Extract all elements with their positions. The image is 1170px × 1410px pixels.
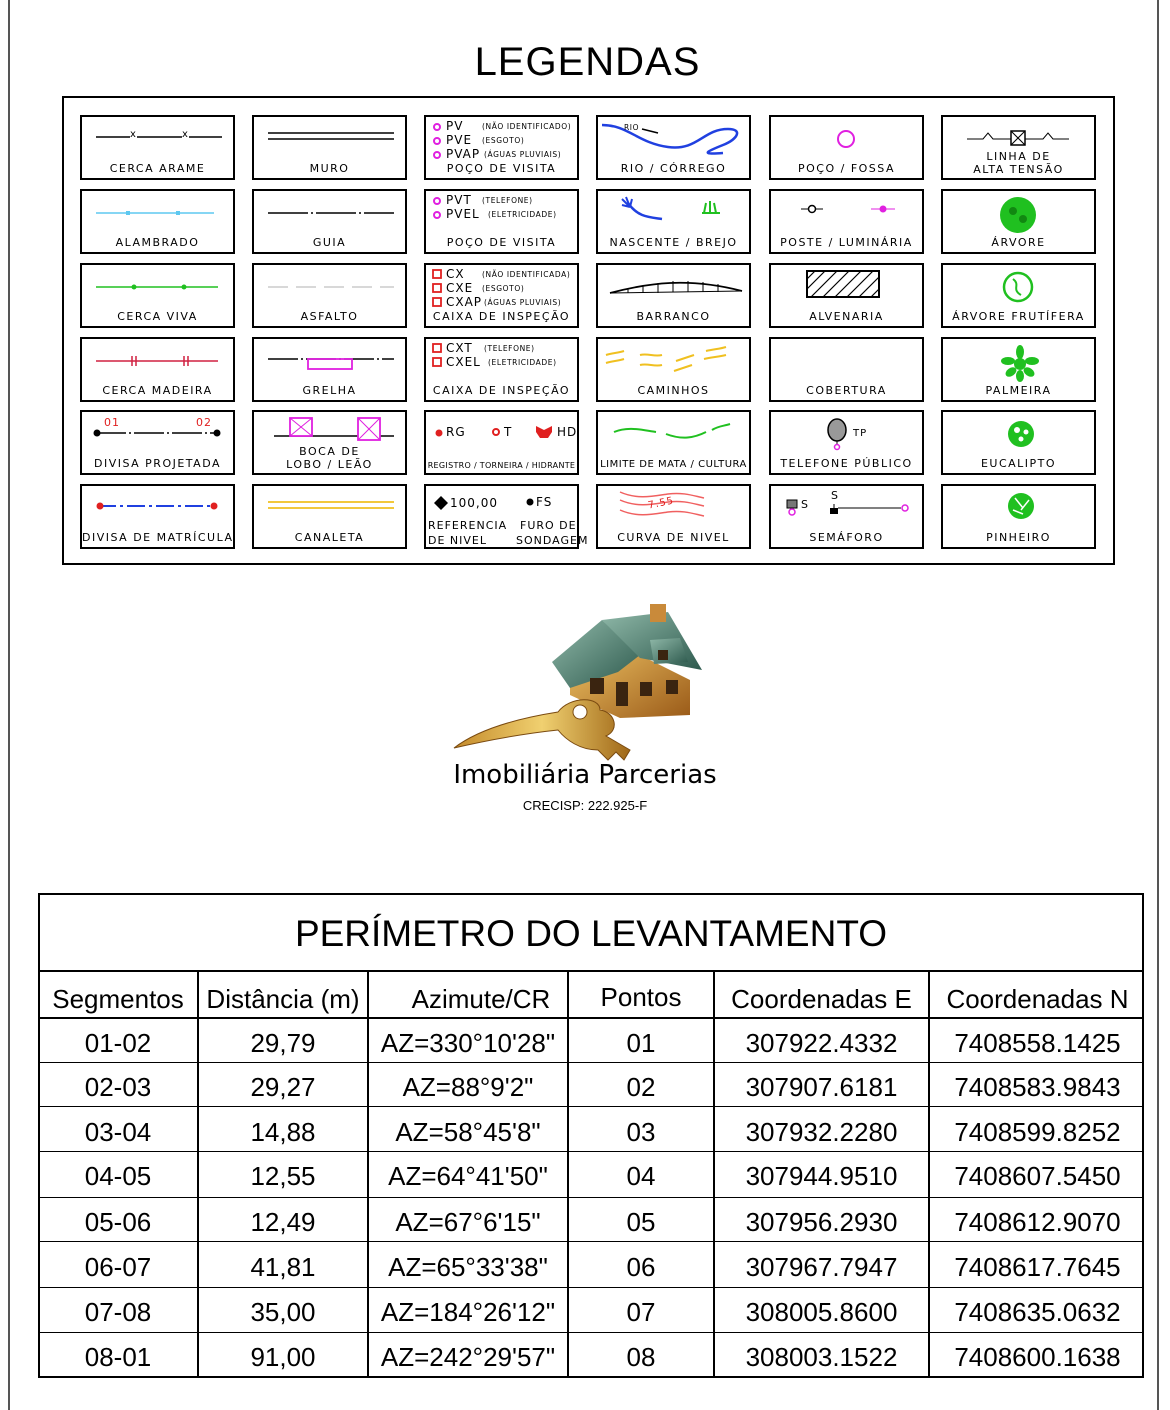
segment-cell: 01-02 [84, 1028, 152, 1058]
legend-label: CERCA MADEIRA [102, 384, 213, 397]
segment-cell: 02-03 [84, 1072, 152, 1102]
coord-n-cell: 7408599.8252 [954, 1117, 1121, 1147]
legend-label: MURO [309, 162, 350, 175]
azimuth-cell: AZ=330°10'28" [380, 1028, 556, 1058]
legend-cerca-madeira [80, 337, 235, 402]
table-column-divider [713, 971, 715, 1376]
legend-label: PINHEIRO [986, 531, 1051, 544]
legend-label [943, 150, 1094, 176]
legend-label: DIVISA PROJETADA [93, 457, 221, 470]
legend-label: LIMITE DE MATA / CULTURA [600, 459, 747, 470]
legend-poste [769, 189, 924, 254]
legend-title: LEGENDAS [474, 40, 701, 84]
legend-divisa-matricula [80, 484, 235, 549]
symbol-note: (ELETRICIDADE) [488, 210, 557, 219]
legend-label: ASFALTO [300, 310, 359, 323]
symbol-code: PVAP [446, 147, 481, 161]
legend-caixa-inspecao [424, 263, 579, 328]
level-value: 100,00 [450, 496, 498, 510]
legend-label: COBERTURA [806, 384, 887, 397]
legend-label: FURO DE [520, 519, 577, 532]
column-header: Segmentos [52, 984, 184, 1014]
coord-e-cell: 307932.2280 [745, 1117, 898, 1147]
legend-label: POÇO DE VISITA [446, 162, 557, 175]
legend-poco-visita [424, 115, 579, 180]
distance-cell: 12,49 [250, 1207, 316, 1237]
segment-cell: 08-01 [84, 1342, 152, 1372]
point-cell: 01 [626, 1028, 656, 1058]
segment-cell: 04-05 [84, 1161, 152, 1191]
wire-mark: x [130, 129, 137, 140]
point-cell: 08 [626, 1342, 656, 1372]
point-mark: 01 [104, 416, 120, 429]
coord-e-cell: 307944.9510 [745, 1161, 898, 1191]
symbol-code: S [801, 498, 809, 511]
azimuth-cell: AZ=58°45'8" [395, 1117, 541, 1147]
legend-poco-visita-2 [424, 189, 579, 254]
legend-arvore-frutifera [941, 263, 1096, 328]
azimuth-cell: AZ=67°6'15" [395, 1207, 541, 1237]
distance-cell: 14,88 [250, 1117, 316, 1147]
legend-label: CAIXA DE INSPEÇÃO [432, 310, 571, 323]
legend-label: TELEFONE PÚBLICO [780, 457, 913, 470]
symbol-note: (ELETRICIDADE) [488, 358, 557, 367]
legend-label: DE NIVEL [428, 534, 487, 547]
symbol-note: (TELEFONE) [482, 196, 533, 205]
symbol-note: (NÃO IDENTIFICADA) [482, 270, 571, 279]
legend-label: CAIXA DE INSPEÇÃO [432, 384, 571, 397]
symbol-note: (ESGOTO) [482, 284, 525, 293]
symbol-code: CXEL [446, 355, 481, 369]
coord-n-cell: 7408600.1638 [954, 1342, 1121, 1372]
legend-label: CANALETA [294, 531, 365, 544]
table-divider [40, 1151, 1142, 1152]
legend-label: EUCALIPTO [980, 457, 1057, 470]
legend-asfalto [252, 263, 407, 328]
symbol-note: (ÁGUAS PLUVIAIS) [484, 150, 562, 159]
legend-label: CURVA DE NIVEL [617, 531, 730, 544]
distance-cell: 41,81 [250, 1252, 316, 1282]
point-cell: 02 [626, 1072, 656, 1102]
segment-cell: 07-08 [84, 1297, 152, 1327]
legend-label: BARRANCO [636, 310, 711, 323]
table-divider [40, 970, 1142, 972]
symbol-code: FS [536, 495, 553, 509]
label-line: BOCA DE [299, 445, 360, 458]
legend-referencia-nivel [424, 484, 589, 549]
table-divider [40, 1287, 1142, 1288]
table-divider [40, 1332, 1142, 1333]
legend-arvore [941, 189, 1096, 254]
page-border-left [8, 0, 10, 1410]
legend-pinheiro [941, 484, 1096, 549]
label-line: LOBO / LEÃO [286, 458, 373, 471]
legend-boca-lobo [252, 410, 407, 475]
legend-label: GRELHA [302, 384, 357, 397]
coord-e-cell: 308005.8600 [745, 1297, 898, 1327]
azimuth-cell: AZ=88°9'2" [402, 1072, 534, 1102]
legend-label: ÁRVORE FRUTÍFERA [952, 310, 1085, 323]
company-name: Imobiliária Parcerias [453, 760, 717, 790]
river-mark: RIO [624, 123, 640, 132]
table-title: PERÍMETRO DO LEVANTAMENTO [294, 913, 888, 954]
legend-poco-fossa [769, 115, 924, 180]
legend-caixa-inspecao-2 [424, 337, 579, 402]
symbol-note: (ÁGUAS PLUVIAIS) [484, 298, 562, 307]
coord-n-cell: 7408558.1425 [954, 1028, 1121, 1058]
point-cell: 03 [626, 1117, 656, 1147]
legend-cerca-viva [80, 263, 235, 328]
coord-e-cell: 307907.6181 [745, 1072, 898, 1102]
symbol-code: S [831, 489, 839, 502]
legend-label: SONDAGEM [516, 534, 589, 547]
azimuth-cell: AZ=184°26'12" [380, 1297, 556, 1327]
coord-e-cell: 307967.7947 [745, 1252, 898, 1282]
symbol-note: (ESGOTO) [482, 136, 525, 145]
legend-divisa-projetada [80, 410, 235, 475]
legend-muro [252, 115, 407, 180]
legend-label: REFERENCIA [428, 519, 508, 532]
table-column-divider [367, 971, 369, 1376]
legend-label: ALAMBRADO [115, 236, 200, 249]
symbol-code: PVE [446, 133, 473, 147]
legend-label: RIO / CÓRREGO [620, 162, 727, 175]
legend-label: CAMINHOS [637, 384, 710, 397]
label-line: LINHA DE [986, 150, 1051, 163]
legend-label: SEMÁFORO [809, 531, 884, 544]
legend-label: PALMEIRA [985, 384, 1052, 397]
symbol-code: PV [446, 119, 464, 133]
legend-curva-nivel [596, 484, 751, 549]
column-header: Azimute/CR [411, 984, 551, 1014]
point-cell: 06 [626, 1252, 656, 1282]
legend-semaforo [769, 484, 924, 549]
symbol-code: RG [446, 425, 466, 439]
legend-label: REGISTRO / TORNEIRA / HIDRANTE [427, 461, 576, 470]
contour-value: 7.55 [647, 495, 676, 512]
table-divider [40, 1017, 1142, 1019]
symbol-note: (TELEFONE) [484, 344, 535, 353]
legend-cobertura [769, 337, 924, 402]
legend-label: POÇO DE VISITA [446, 236, 557, 249]
segment-cell: 03-04 [84, 1117, 152, 1147]
coord-e-cell: 308003.1522 [745, 1342, 898, 1372]
coord-n-cell: 7408583.9843 [954, 1072, 1121, 1102]
symbol-code: CXE [446, 281, 474, 295]
symbol-code: TP [853, 428, 868, 439]
column-header: Coordenadas N [946, 984, 1129, 1014]
page-border-right [1157, 0, 1159, 1410]
segment-cell: 06-07 [84, 1252, 152, 1282]
legend-telefone-publico [769, 410, 924, 475]
legend-registro [424, 410, 579, 475]
coord-e-cell: 307956.2930 [745, 1207, 898, 1237]
legend-alta-tensao [941, 115, 1096, 180]
legend-label: GUIA [312, 236, 347, 249]
legend-label: CERCA ARAME [109, 162, 206, 175]
legend-label: POSTE / LUMINÁRIA [780, 236, 913, 249]
company-logo-image [440, 600, 720, 770]
legend-cerca-arame [80, 115, 235, 180]
point-cell: 04 [626, 1161, 656, 1191]
azimuth-cell: AZ=65°33'38" [388, 1252, 548, 1282]
legend-grelha [252, 337, 407, 402]
coord-e-cell: 307922.4332 [745, 1028, 898, 1058]
table-column-divider [928, 971, 930, 1376]
symbol-code: CXT [446, 341, 473, 355]
distance-cell: 29,27 [250, 1072, 316, 1102]
legend-palmeira [941, 337, 1096, 402]
legend-label [254, 445, 405, 471]
legend-eucalipto [941, 410, 1096, 475]
legend-limite-mata [596, 410, 751, 475]
legend-guia [252, 189, 407, 254]
symbol-code: CXAP [446, 295, 483, 309]
symbol-code: PVT [446, 193, 472, 207]
column-header: Pontos [600, 982, 682, 1012]
coord-n-cell: 7408617.7645 [954, 1252, 1121, 1282]
column-header: Coordenadas E [731, 984, 912, 1014]
legend-nascente [596, 189, 751, 254]
wire-mark: x [182, 129, 189, 140]
company-creci: CRECISP: 222.925-F [522, 798, 648, 813]
azimuth-cell: AZ=242°29'57" [380, 1342, 556, 1372]
symbol-note: (NÃO IDENTIFICADO) [482, 122, 572, 131]
symbol-code: T [504, 425, 513, 439]
table-divider [40, 1197, 1142, 1198]
table-divider [40, 1062, 1142, 1063]
legend-caminhos [596, 337, 751, 402]
legend-rio [596, 115, 751, 180]
distance-cell: 35,00 [250, 1297, 316, 1327]
distance-cell: 29,79 [250, 1028, 316, 1058]
table-divider [40, 1106, 1142, 1107]
symbol-code: HD [557, 425, 578, 439]
legend-alvenaria [769, 263, 924, 328]
legend-label: ALVENARIA [809, 310, 884, 323]
point-mark: 02 [196, 416, 212, 429]
distance-cell: 91,00 [250, 1342, 316, 1372]
perimeter-table [38, 893, 1144, 1378]
legend-canaleta [252, 484, 407, 549]
symbol-code: PVEL [446, 207, 480, 221]
coord-n-cell: 7408612.9070 [954, 1207, 1121, 1237]
label-line: ALTA TENSÃO [973, 163, 1064, 176]
coord-n-cell: 7408635.0632 [954, 1297, 1121, 1327]
symbol-code: CX [446, 267, 465, 281]
legend-barranco [596, 263, 751, 328]
legend-alambrado [80, 189, 235, 254]
table-divider [40, 1241, 1142, 1242]
legend-label: ÁRVORE [991, 236, 1046, 249]
coord-n-cell: 7408607.5450 [954, 1161, 1121, 1191]
legend-label: CERCA VIVA [117, 310, 198, 323]
point-cell: 07 [626, 1297, 656, 1327]
column-header: Distância (m) [206, 984, 360, 1014]
segment-cell: 05-06 [84, 1207, 152, 1237]
legend-label: NASCENTE / BREJO [609, 236, 738, 249]
legend-label: DIVISA DE MATRÍCULA [82, 531, 234, 544]
azimuth-cell: AZ=64°41'50" [388, 1161, 548, 1191]
point-cell: 05 [626, 1207, 656, 1237]
legend-label: POÇO / FOSSA [797, 162, 895, 175]
distance-cell: 12,55 [250, 1161, 316, 1191]
